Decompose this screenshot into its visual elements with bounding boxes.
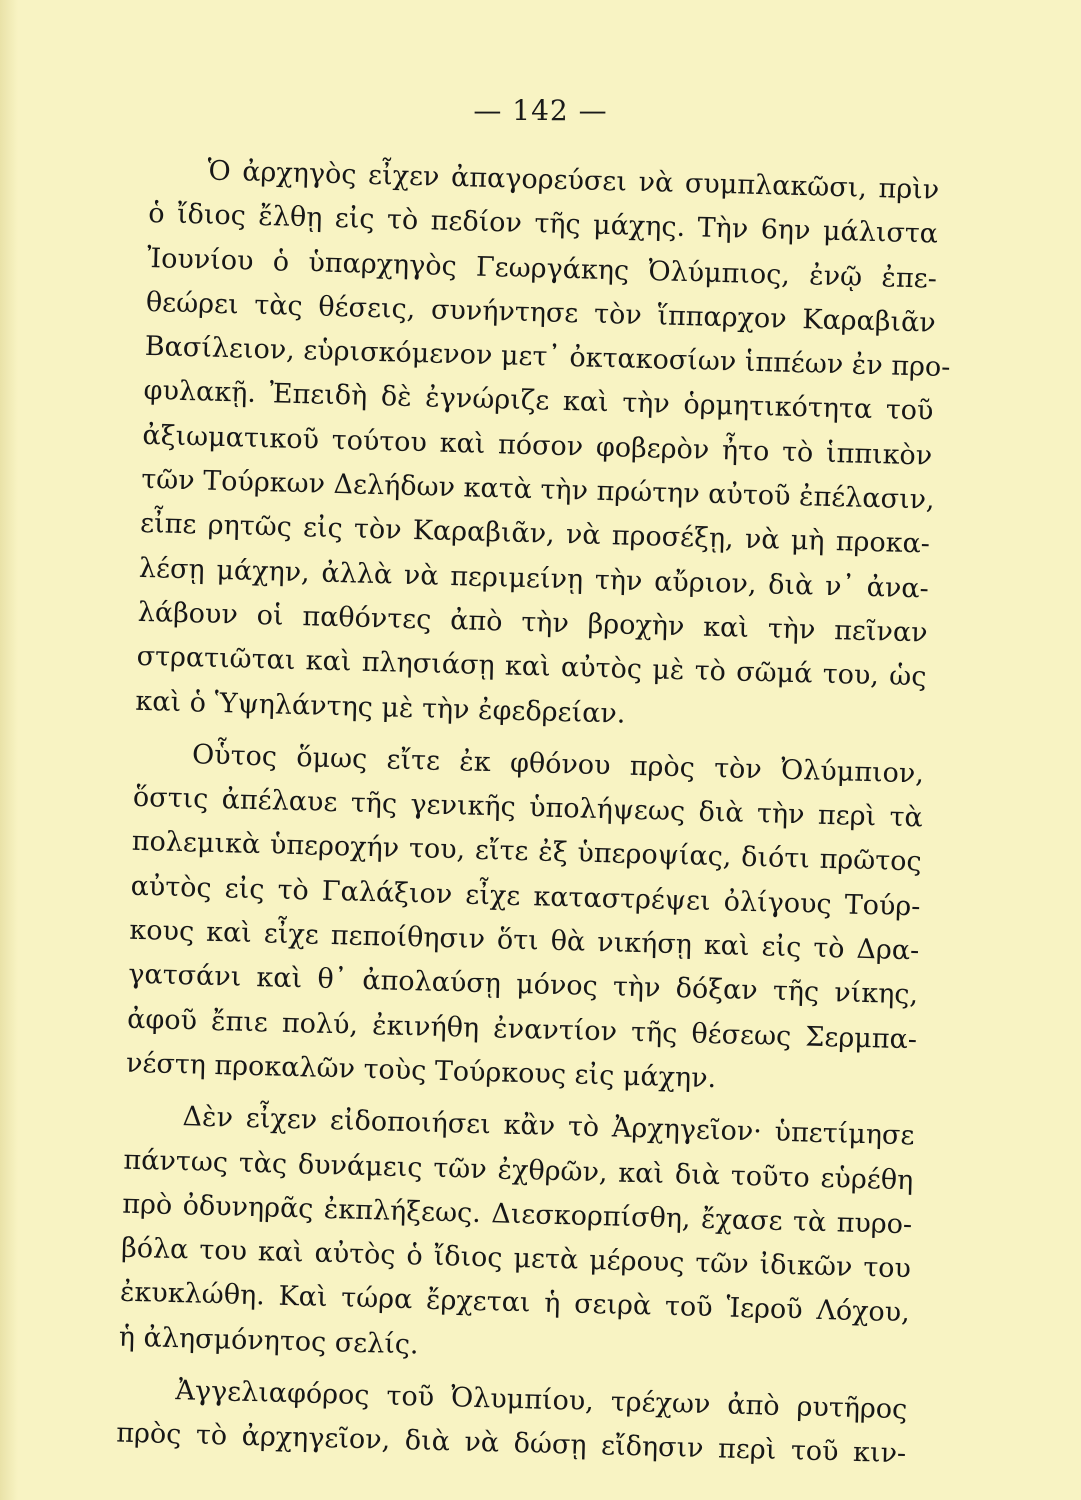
- text-line: πρὸς τὸ ἀρχηγεῖον, διὰ νὰ δώσῃ εἴδησιν περὶ τοῦ κιν-: [115, 1417, 907, 1470]
- text-line: ἐκυκλώθη. Καὶ τώρα ἔρχεται ἡ σειρὰ τοῦ Ἱεροῦ Λόχου,: [119, 1277, 911, 1329]
- text-line: κους καὶ εἶχε πεποίθησιν ὅτι θὰ νικήσῃ καὶ εἰς τὸ Δρα-: [129, 914, 920, 967]
- text-line: πρὸ ὀδυνηρᾶς ἐκπλήξεως. Διεσκορπίσθη, ἔχασε τὰ πυρο-: [121, 1188, 913, 1241]
- text-line: Ἰουνίου ὁ ὑπαρχηγὸς Γεωργάκης Ὀλύμπιος, ἐνῷ ἐπε-: [146, 242, 938, 295]
- body-text: [115, 148, 951, 1477]
- text-line: Οὗτος ὅμως εἴτε ἐκ φθόνου πρὸς τὸν Ὀλύμπιον,: [191, 739, 925, 790]
- text-line: αὐτὸς εἰς τὸ Γαλάξιον εἶχε καταστρέψει ὀλίγους Τούρ-: [130, 870, 921, 923]
- text-line: βόλα του καὶ αὐτὸς ὁ ἴδιος μετὰ μέρους τῶν ἰδικῶν του: [120, 1232, 912, 1285]
- text-line: λέσῃ μάχην, ἀλλὰ νὰ περιμείνῃ τὴν αὔριον, διὰ ν᾽ ἀνα-: [138, 552, 930, 605]
- text-line: εἶπε ρητῶς εἰς τὸν Καραβιᾶν, νὰ προσέξῃ, νὰ μὴ προκα-: [139, 508, 931, 560]
- page-number: — 142 —: [473, 94, 608, 127]
- text-line: ἀφοῦ ἔπιε πολύ, ἐκινήθη ἐναντίον τῆς θέσεως Σερμπα-: [126, 1003, 918, 1056]
- paragraph: [135, 148, 951, 744]
- text-line: στρατιῶται καὶ πλησιάσῃ καὶ αὐτὸς μὲ τὸ σῶμά του, ὡς: [136, 641, 927, 693]
- text-line: ἡ ἀλησμόνητος σελίς.: [118, 1321, 420, 1361]
- paragraph: [118, 1094, 915, 1380]
- text-line: ὁ ἴδιος ἔλθῃ εἰς τὸ πεδίον τῆς μάχης. Τὴν 6ην μάλιστα: [147, 198, 939, 250]
- text-line: γατσάνι καὶ θ᾽ ἀπολαύσῃ μόνος τὴν δόξαν τῆς νίκης,: [127, 959, 919, 1011]
- text-line: Ἀγγελιαφόρος τοῦ Ὀλυμπίου, τρέχων ἀπὸ ρυτῆρος: [175, 1375, 908, 1426]
- text-line: πάντως τὰς δυνάμεις τῶν ἐχθρῶν, καὶ διὰ τοῦτο εὑρέθη: [123, 1144, 914, 1196]
- text-line: καὶ ὁ Ὑψηλάντης μὲ τὴν ἐφεδρείαν.: [135, 685, 626, 730]
- text-line: φυλακῇ. Ἐπειδὴ δὲ ἐγνώριζε καὶ τὴν ὁρμητικότητα τοῦ: [143, 375, 934, 428]
- paragraph: [125, 732, 924, 1107]
- text-line: πολεμικὰ ὑπεροχήν του, εἴτε ἐξ ὑπεροψίας, διότι πρῶτος: [131, 826, 922, 878]
- text-line: ἀξιωματικοῦ τούτου καὶ πόσον φοβερὸν ἦτο τὸ ἱππικὸν: [142, 419, 933, 472]
- text-line: Βασίλειον, εὑρισκόμενον μετ᾽ ὀκτακοσίων ἱππέων ἐν προ-: [144, 331, 951, 384]
- text-line: Δὲν εἶχεν εἰδοποιήσει κἂν τὸ Ἀρχηγεῖον· ὑπετίμησε: [182, 1101, 915, 1152]
- scan-edge-shadow: [0, 0, 18, 1500]
- text-line: θεώρει τὰς θέσεις, συνήντησε τὸν ἵππαρχον Καραβιᾶν: [145, 286, 937, 339]
- text-line: Ὁ ἀρχηγὸς εἶχεν ἀπαγορεύσει νὰ συμπλακῶσι, πρὶν: [207, 155, 940, 206]
- text-line: τῶν Τούρκων Δελήδων κατὰ τὴν πρώτην αὐτοῦ ἐπέλασιν,: [140, 463, 936, 516]
- text-line: λάβουν οἱ παθόντες ἀπὸ τὴν βροχὴν καὶ τὴν πεῖναν: [137, 596, 928, 649]
- text-line: ὅστις ἀπέλαυε τῆς γενικῆς ὑπολήψεως διὰ τὴν περὶ τὰ: [132, 781, 924, 834]
- text-line: νέστη προκαλῶν τοὺς Τούρκους εἰς μάχην.: [125, 1047, 717, 1095]
